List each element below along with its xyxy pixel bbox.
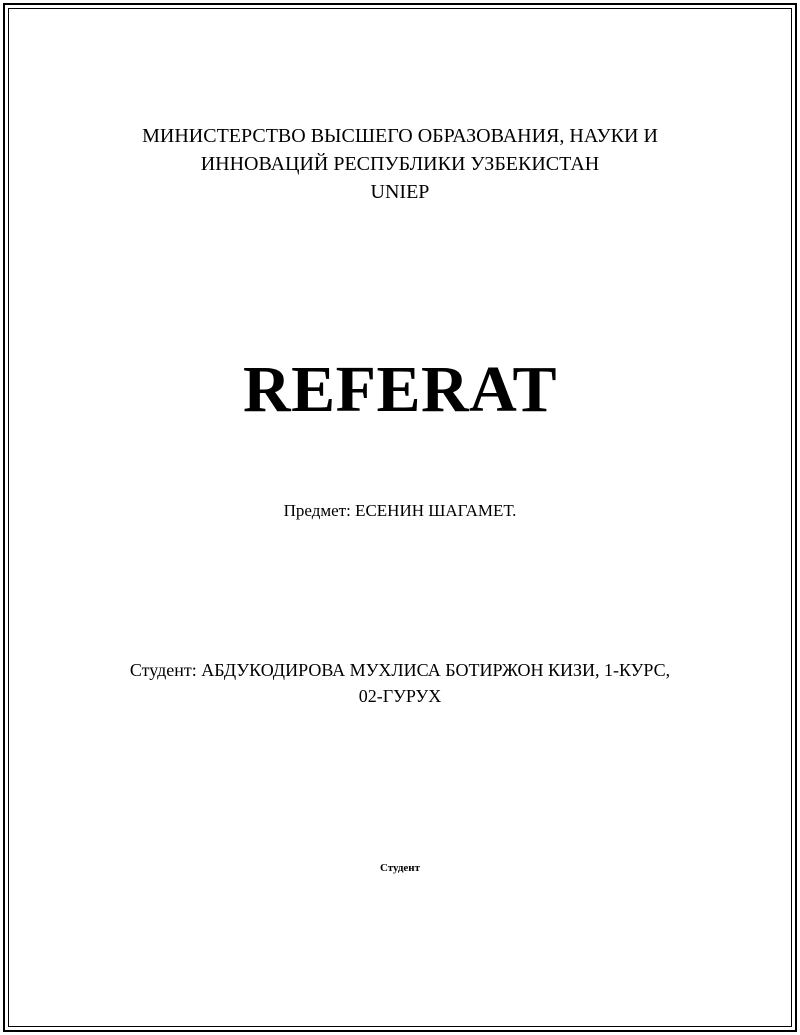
ministry-line-2: ИННОВАЦИЙ РЕСПУБЛИКИ УЗБЕКИСТАН bbox=[200, 153, 600, 175]
ministry-line-1: МИНИСТЕРСТВО ВЫСШЕГО ОБРАЗОВАНИЯ, НАУКИ И bbox=[142, 125, 658, 147]
student-line-1: Студент: АБДУКОДИРОВА МУХЛИСА БОТИРЖОН КИЗИ, 1-КУРС, bbox=[129, 660, 671, 680]
student-footer-label: Студент bbox=[379, 862, 421, 874]
student-line-2: 02-ГУРУХ bbox=[358, 686, 442, 706]
ministry-header bbox=[0, 122, 800, 206]
student-info bbox=[0, 657, 800, 709]
document-title: REFERAT bbox=[243, 353, 557, 426]
subject-line: Предмет: ЕСЕНИН ШАГАМЕТ. bbox=[283, 501, 517, 520]
institution-name: UNIEP bbox=[370, 181, 430, 203]
